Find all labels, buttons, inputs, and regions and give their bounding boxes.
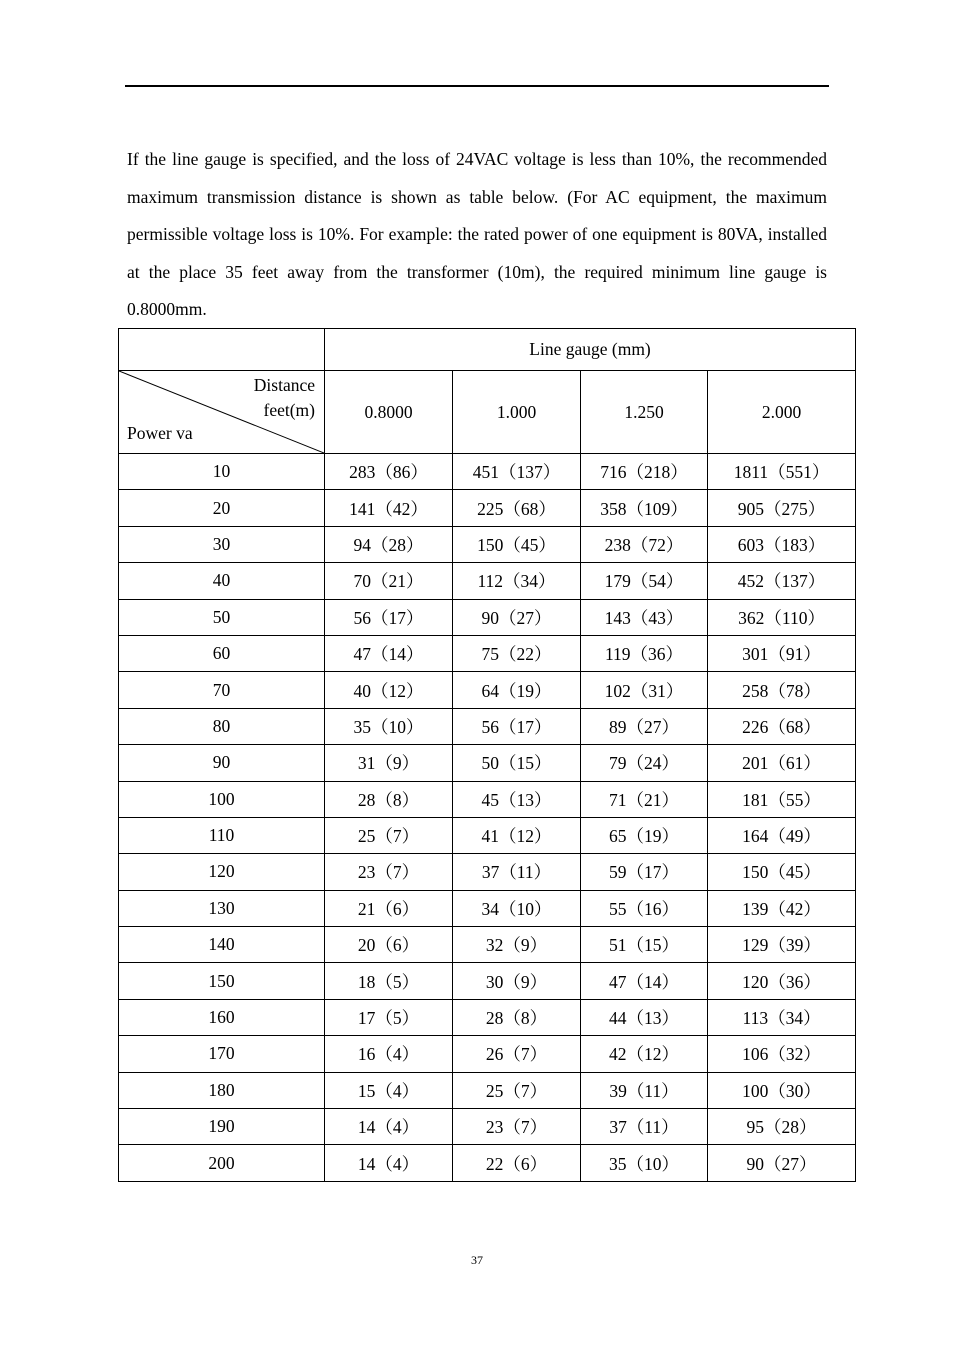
column-header-3: 2.000	[708, 371, 856, 454]
distance-cell: 56（17）	[453, 708, 581, 744]
distance-cell: 23（7）	[325, 854, 453, 890]
distance-cell: 25（7）	[325, 817, 453, 853]
distance-cell: 89（27）	[581, 708, 708, 744]
column-header-2: 1.250	[581, 371, 708, 454]
header-row-columns	[119, 371, 856, 454]
distance-cell: 358（109）	[581, 490, 708, 526]
power-cell: 120	[119, 854, 325, 890]
distance-cell: 201（61）	[708, 745, 856, 781]
distance-cell: 34（10）	[453, 890, 581, 926]
distance-cell: 65（19）	[581, 817, 708, 853]
distance-cell: 37（11）	[581, 1109, 708, 1145]
distance-cell: 451（137）	[453, 454, 581, 490]
distance-cell: 40（12）	[325, 672, 453, 708]
distance-cell: 139（42）	[708, 890, 856, 926]
table-row	[119, 1145, 856, 1181]
distance-cell: 225（68）	[453, 490, 581, 526]
power-cell: 30	[119, 526, 325, 562]
table-row	[119, 927, 856, 963]
power-cell: 130	[119, 890, 325, 926]
distance-cell: 90（27）	[453, 599, 581, 635]
distance-cell: 25（7）	[453, 1072, 581, 1108]
distance-cell: 35（10）	[581, 1145, 708, 1181]
distance-cell: 164（49）	[708, 817, 856, 853]
distance-cell: 75（22）	[453, 635, 581, 671]
distance-cell: 129（39）	[708, 927, 856, 963]
power-cell: 180	[119, 1072, 325, 1108]
distance-cell: 1811（551）	[708, 454, 856, 490]
distance-cell: 42（12）	[581, 1036, 708, 1072]
table-row	[119, 599, 856, 635]
distance-label-line1: Distance	[253, 375, 315, 395]
table-row	[119, 454, 856, 490]
distance-cell: 50（15）	[453, 745, 581, 781]
intro-paragraph: If the line gauge is specified, and the loss of 24VAC voltage is less than 10%, the recommended maximum transmission distance is shown as table below. (For AC equipment, the maximum permissible voltage loss is 10%. For example: the rated power of one equipment is 80VA, installed at the place 35 feet away from the transformer (10m), the required minimum line gauge is 0.8000mm.	[127, 149, 827, 319]
distance-cell: 37（11）	[453, 854, 581, 890]
distance-cell: 102（31）	[581, 672, 708, 708]
distance-cell: 90（27）	[708, 1145, 856, 1181]
table-row	[119, 854, 856, 890]
distance-cell: 23（7）	[453, 1109, 581, 1145]
line-gauge-table	[118, 328, 856, 1182]
power-cell: 40	[119, 563, 325, 599]
distance-cell: 59（17）	[581, 854, 708, 890]
distance-cell: 18（5）	[325, 963, 453, 999]
table-row	[119, 999, 856, 1035]
distance-cell: 106（32）	[708, 1036, 856, 1072]
distance-cell: 603（183）	[708, 526, 856, 562]
table-row	[119, 563, 856, 599]
distance-cell: 150（45）	[708, 854, 856, 890]
distance-cell: 41（12）	[453, 817, 581, 853]
distance-cell: 258（78）	[708, 672, 856, 708]
page-number: 37	[471, 1253, 483, 1267]
power-cell: 200	[119, 1145, 325, 1181]
distance-cell: 226（68）	[708, 708, 856, 744]
power-cell: 110	[119, 817, 325, 853]
power-cell: 10	[119, 454, 325, 490]
power-cell: 50	[119, 599, 325, 635]
header-blank-cell	[119, 329, 325, 371]
distance-cell: 100（30）	[708, 1072, 856, 1108]
distance-cell: 15（4）	[325, 1072, 453, 1108]
table-row	[119, 1072, 856, 1108]
distance-cell: 362（110）	[708, 599, 856, 635]
distance-cell: 55（16）	[581, 890, 708, 926]
distance-cell: 181（55）	[708, 781, 856, 817]
distance-cell: 51（15）	[581, 927, 708, 963]
table-row	[119, 672, 856, 708]
distance-cell: 905（275）	[708, 490, 856, 526]
table-row	[119, 781, 856, 817]
table-row	[119, 526, 856, 562]
table-row	[119, 817, 856, 853]
column-header-0: 0.8000	[325, 371, 453, 454]
corner-cell	[119, 371, 325, 454]
distance-cell: 112（34）	[453, 563, 581, 599]
distance-cell: 21（6）	[325, 890, 453, 926]
distance-cell: 71（21）	[581, 781, 708, 817]
distance-cell: 26（7）	[453, 1036, 581, 1072]
distance-label	[254, 373, 315, 423]
table-row	[119, 1036, 856, 1072]
distance-cell: 143（43）	[581, 599, 708, 635]
distance-cell: 16（4）	[325, 1036, 453, 1072]
distance-cell: 35（10）	[325, 708, 453, 744]
table-row	[119, 890, 856, 926]
distance-cell: 119（36）	[581, 635, 708, 671]
distance-cell: 70（21）	[325, 563, 453, 599]
distance-cell: 44（13）	[581, 999, 708, 1035]
table-row	[119, 490, 856, 526]
power-cell: 80	[119, 708, 325, 744]
table-row	[119, 963, 856, 999]
distance-cell: 17（5）	[325, 999, 453, 1035]
distance-cell: 22（6）	[453, 1145, 581, 1181]
power-cell: 190	[119, 1109, 325, 1145]
power-cell: 140	[119, 927, 325, 963]
distance-cell: 716（218）	[581, 454, 708, 490]
distance-cell: 28（8）	[453, 999, 581, 1035]
line-gauge-header: Line gauge (mm)	[325, 329, 856, 371]
table-row	[119, 745, 856, 781]
column-header-1: 1.000	[453, 371, 581, 454]
table-row	[119, 635, 856, 671]
distance-label-line2: feet(m)	[263, 400, 315, 420]
power-cell: 70	[119, 672, 325, 708]
distance-cell: 95（28）	[708, 1109, 856, 1145]
distance-cell: 113（34）	[708, 999, 856, 1035]
distance-cell: 45（13）	[453, 781, 581, 817]
distance-cell: 28（8）	[325, 781, 453, 817]
header-row-group	[119, 329, 856, 371]
distance-cell: 79（24）	[581, 745, 708, 781]
table-row	[119, 708, 856, 744]
distance-cell: 179（54）	[581, 563, 708, 599]
power-cell: 150	[119, 963, 325, 999]
distance-cell: 64（19）	[453, 672, 581, 708]
header-rule	[125, 85, 829, 87]
power-cell: 20	[119, 490, 325, 526]
distance-cell: 94（28）	[325, 526, 453, 562]
power-cell: 60	[119, 635, 325, 671]
distance-cell: 283（86）	[325, 454, 453, 490]
distance-cell: 56（17）	[325, 599, 453, 635]
distance-cell: 32（9）	[453, 927, 581, 963]
power-cell: 170	[119, 1036, 325, 1072]
power-cell: 100	[119, 781, 325, 817]
distance-cell: 30（9）	[453, 963, 581, 999]
distance-cell: 238（72）	[581, 526, 708, 562]
distance-cell: 31（9）	[325, 745, 453, 781]
distance-cell: 120（36）	[708, 963, 856, 999]
distance-cell: 141（42）	[325, 490, 453, 526]
distance-cell: 20（6）	[325, 927, 453, 963]
distance-cell: 39（11）	[581, 1072, 708, 1108]
distance-cell: 301（91）	[708, 635, 856, 671]
table-row	[119, 1109, 856, 1145]
power-label: Power va	[127, 423, 193, 443]
power-cell: 90	[119, 745, 325, 781]
distance-cell: 47（14）	[325, 635, 453, 671]
distance-cell: 14（4）	[325, 1109, 453, 1145]
distance-cell: 14（4）	[325, 1145, 453, 1181]
distance-cell: 452（137）	[708, 563, 856, 599]
power-cell: 160	[119, 999, 325, 1035]
distance-cell: 47（14）	[581, 963, 708, 999]
distance-cell: 150（45）	[453, 526, 581, 562]
